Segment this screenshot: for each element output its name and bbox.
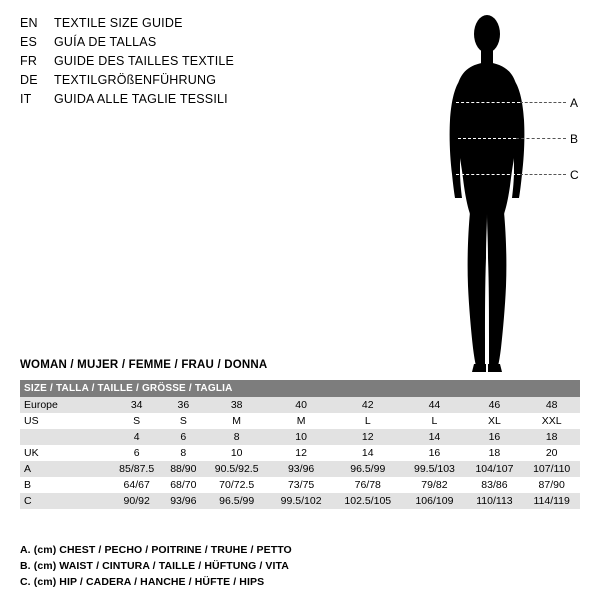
table-cell: 20 bbox=[523, 445, 580, 461]
table-cell: 93/96 bbox=[163, 493, 203, 509]
table-cell: 44 bbox=[403, 397, 465, 413]
table-header-row bbox=[20, 380, 580, 397]
table-cell: 87/90 bbox=[523, 477, 580, 493]
note-line-b: B. (cm) WAIST / CINTURA / TAILLE / HÜFTUNG / VITA bbox=[20, 560, 289, 572]
measurement-notes bbox=[20, 542, 292, 590]
table-cell: 12 bbox=[332, 429, 403, 445]
title-block bbox=[20, 16, 320, 111]
measure-line-hip bbox=[456, 174, 520, 175]
table-cell: 104/107 bbox=[466, 461, 524, 477]
female-silhouette-icon bbox=[400, 8, 600, 378]
table-cell: 8 bbox=[203, 429, 270, 445]
table-row bbox=[20, 493, 580, 509]
table-cell: 93/96 bbox=[270, 461, 332, 477]
table-cell: 6 bbox=[163, 429, 203, 445]
table-cell: XL bbox=[466, 413, 524, 429]
table-cell: 38 bbox=[203, 397, 270, 413]
table-cell: M bbox=[203, 413, 270, 429]
table-cell: 96.5/99 bbox=[203, 493, 270, 509]
table-cell: 73/75 bbox=[270, 477, 332, 493]
table-cell: 4 bbox=[110, 429, 163, 445]
table-cell: 68/70 bbox=[163, 477, 203, 493]
table-cell: 99.5/102 bbox=[270, 493, 332, 509]
figure-area bbox=[400, 8, 600, 378]
table-row bbox=[20, 429, 580, 445]
table-cell: 90/92 bbox=[110, 493, 163, 509]
table-cell: 88/90 bbox=[163, 461, 203, 477]
table-cell: 34 bbox=[110, 397, 163, 413]
title-lang-code: ES bbox=[20, 35, 38, 49]
title-lang-code: EN bbox=[20, 16, 38, 30]
row-label: US bbox=[20, 413, 110, 429]
table-cell: XXL bbox=[523, 413, 580, 429]
table-cell: 110/113 bbox=[466, 493, 524, 509]
table-cell: 12 bbox=[270, 445, 332, 461]
lead-line-b bbox=[516, 138, 566, 139]
table-cell: 18 bbox=[523, 429, 580, 445]
measure-label-b: B bbox=[570, 132, 579, 146]
table-row bbox=[20, 413, 580, 429]
title-lang-code: FR bbox=[20, 54, 38, 68]
title-text: GUÍA DE TALLAS bbox=[54, 35, 157, 49]
title-text: TEXTILE SIZE GUIDE bbox=[54, 16, 183, 30]
table-cell: 6 bbox=[110, 445, 163, 461]
measure-label-a: A bbox=[570, 96, 579, 110]
table-cell: 14 bbox=[332, 445, 403, 461]
section-heading-woman: WOMAN / MUJER / FEMME / FRAU / DONNA bbox=[20, 359, 268, 371]
table-cell: 106/109 bbox=[403, 493, 465, 509]
table-cell: 10 bbox=[270, 429, 332, 445]
table-cell: 83/86 bbox=[466, 477, 524, 493]
title-row bbox=[20, 16, 320, 35]
measure-label-c: C bbox=[570, 168, 579, 182]
table-cell: 70/72.5 bbox=[203, 477, 270, 493]
table-cell: 114/119 bbox=[523, 493, 580, 509]
table-header-label: SIZE / TALLA / TAILLE / GRÖSSE / TAGLIA bbox=[20, 380, 580, 397]
note-line-c: C. (cm) HIP / CADERA / HANCHE / HÜFTE / HIPS bbox=[20, 576, 265, 588]
table-cell: 79/82 bbox=[403, 477, 465, 493]
title-text: GUIDE DES TAILLES TEXTILE bbox=[54, 54, 235, 68]
table-cell: 90.5/92.5 bbox=[203, 461, 270, 477]
table-cell: 40 bbox=[270, 397, 332, 413]
title-row bbox=[20, 92, 320, 111]
table-cell: S bbox=[110, 413, 163, 429]
table-cell: 36 bbox=[163, 397, 203, 413]
title-row bbox=[20, 54, 320, 73]
row-label bbox=[20, 429, 110, 445]
table-cell: 96.5/99 bbox=[332, 461, 403, 477]
row-label: UK bbox=[20, 445, 110, 461]
table-row bbox=[20, 445, 580, 461]
title-row bbox=[20, 35, 320, 54]
title-lang-code: IT bbox=[20, 92, 32, 106]
table-row bbox=[20, 461, 580, 477]
table-cell: 85/87.5 bbox=[110, 461, 163, 477]
table-cell: 76/78 bbox=[332, 477, 403, 493]
table-cell: L bbox=[332, 413, 403, 429]
title-lang-code: DE bbox=[20, 73, 38, 87]
table-cell: 107/110 bbox=[523, 461, 580, 477]
row-label: C bbox=[20, 493, 110, 509]
title-row bbox=[20, 73, 320, 92]
table-cell: 16 bbox=[403, 445, 465, 461]
measure-line-waist bbox=[458, 138, 516, 139]
table-cell: 18 bbox=[466, 445, 524, 461]
table-cell: 10 bbox=[203, 445, 270, 461]
table-cell: 48 bbox=[523, 397, 580, 413]
table-cell: 42 bbox=[332, 397, 403, 413]
table-cell: 102.5/105 bbox=[332, 493, 403, 509]
row-label: Europe bbox=[20, 397, 110, 413]
table-cell: 16 bbox=[466, 429, 524, 445]
table-cell: 14 bbox=[403, 429, 465, 445]
title-text: TEXTILGRÖßENFÜHRUNG bbox=[54, 73, 217, 87]
row-label: A bbox=[20, 461, 110, 477]
table-cell: 99.5/103 bbox=[403, 461, 465, 477]
table-cell: 64/67 bbox=[110, 477, 163, 493]
lead-line-a bbox=[520, 102, 566, 103]
size-table bbox=[20, 380, 580, 509]
table-cell: S bbox=[163, 413, 203, 429]
note-line-a: A. (cm) CHEST / PECHO / POITRINE / TRUHE / PETTO bbox=[20, 544, 292, 556]
table-row bbox=[20, 477, 580, 493]
table-cell: 8 bbox=[163, 445, 203, 461]
table-row bbox=[20, 397, 580, 413]
size-table-wrapper bbox=[20, 380, 580, 509]
measure-line-chest bbox=[456, 102, 520, 103]
table-cell: 46 bbox=[466, 397, 524, 413]
table-cell: L bbox=[403, 413, 465, 429]
row-label: B bbox=[20, 477, 110, 493]
title-text: GUIDA ALLE TAGLIE TESSILI bbox=[54, 92, 228, 106]
lead-line-c bbox=[520, 174, 566, 175]
table-cell: M bbox=[270, 413, 332, 429]
